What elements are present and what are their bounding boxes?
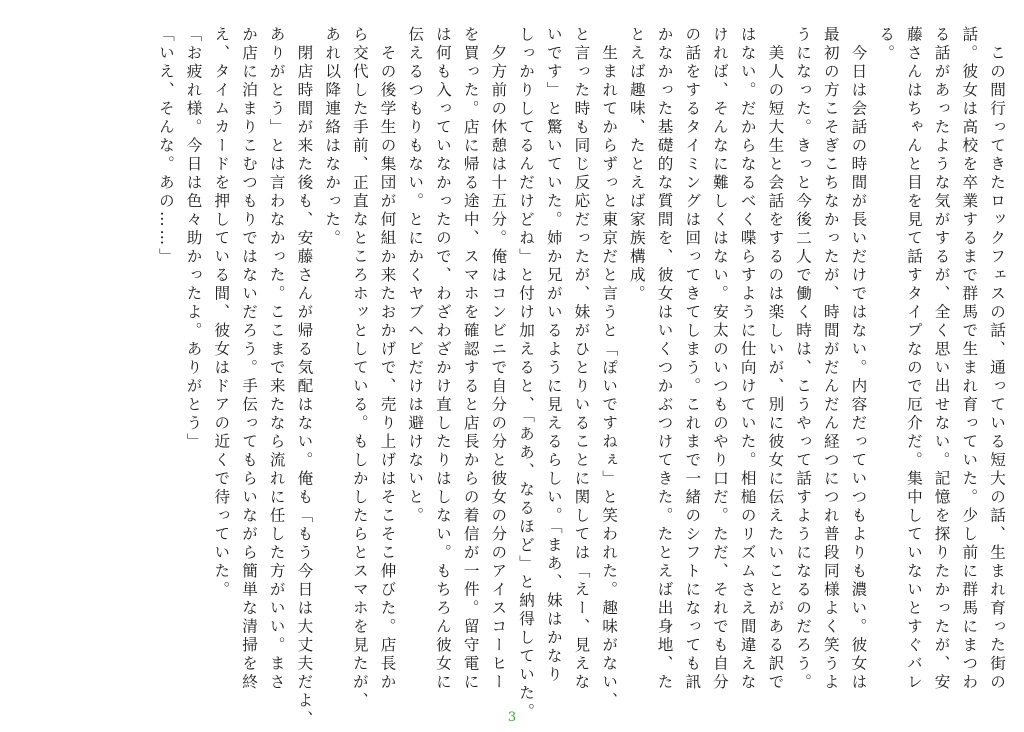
- text-line: ありがとう」とは言わなかった。ここまで来たなら流れに任した方がいい。まさ: [267, 26, 286, 692]
- text-line: 「お疲れ様。今日は色々助かったよ。ありがとう」: [184, 26, 203, 452]
- text-line: 「いえ、そんな。あの……」: [156, 26, 175, 267]
- body-text: [151, 26, 1010, 729]
- text-line: うになった。きっと今後二人で働く時は、こうやって話すようになるのだろう。: [794, 26, 813, 692]
- text-line: あれ以降連絡はなかった。: [323, 26, 342, 248]
- text-line: 話。彼女は高校を卒業するまで群馬で生まれ育っていた。少し前に群馬にまつわ: [960, 26, 979, 692]
- text-line: 今日は会話の時間が長いだけではない。内容だっていつもよりも濃い。彼女は: [849, 44, 868, 692]
- text-line: ければ、そんなに難しくはない。安太のいつものやり口だ。ただ、それでも自分: [710, 26, 729, 692]
- text-line: 生まれてからずっと東京だと言うと「ぽいですねぇ」と笑われた。趣味がない、: [600, 44, 619, 711]
- text-line: ら交代した手前、正直なところホッとしている。もしかしたらとスマホを見たが、: [350, 26, 369, 711]
- text-line: の話をするタイミングは回ってきてしまう。これまで一緒のシフトになっても訊: [683, 26, 702, 692]
- text-line: と言った時も同じ反応だったが、妹がひとりいることに関しては「えー、見えな: [572, 26, 591, 692]
- page-number: 3: [507, 710, 517, 725]
- text-line: 最初の方こそぎこちなかったが、時間がだんだん経つにつれ普段同様よく笑うよ: [821, 26, 840, 692]
- text-line: 伝えるつもりもない。とにかくヤブヘビだけは避けないと。: [406, 26, 425, 526]
- text-line: か店に泊まりこむつもりではないだろう。手伝ってもらいながら簡単な清掃を終: [240, 26, 259, 692]
- text-line: 藤さんはちゃんと目を見て話すタイプなので厄介だ。集中していないとすぐバレ: [904, 26, 923, 692]
- text-line: はない。だからなるべく喋らすように仕向けていた。相槌のリズムさえ間違えな: [738, 26, 757, 692]
- text-line: を買った。店に帰る途中、スマホを確認すると店長からの着信が一件。留守電に: [461, 26, 480, 692]
- text-line: 夕方前の休憩は十五分。俺はコンビニで自分の分と彼女の分のアイスコーヒー: [489, 44, 508, 692]
- text-line: は何も入っていなかったので、わざわざかけ直したりはしない。もちろん彼女に: [433, 26, 452, 692]
- text-line: 美人の短大生と会話をするのは楽しいが、別に彼女に伝えたいことがある訳で: [766, 44, 785, 692]
- text-line: この間行ってきたロックフェスの話、通っている短大の話、生まれ育った街の: [988, 44, 1006, 692]
- text-line: 閉店時間が来た後も、安藤さんが帰る気配はない。俺も「もう今日は大丈夫だよ、: [295, 44, 314, 729]
- text-line: その後学生の集団が何組か来たおかげで、売り上げはそこそこ伸びた。店長か: [378, 44, 397, 692]
- text-line: かなかった基礎的な質問を、彼女はいくつかぶつけてきた。たとえば出身地、た: [655, 26, 674, 692]
- text-line: とえば趣味、たとえば家族構成。: [627, 26, 646, 304]
- text-line: しっかりしてるんだけどね」と付け加えると、「ああ、なるほど」と納得していた。: [517, 26, 536, 722]
- text-line: いです」と驚いていた。姉か兄がいるように見えるらしい。「まあ、妹はかなり: [544, 26, 563, 685]
- text-line: る。: [877, 26, 896, 63]
- text-line: る話があったような気がするが、全く思い出せない。記憶を探りたかったが、安: [932, 26, 951, 692]
- text-line: え、タイムカードを押している間、彼女はドアの近くで待っていた。: [212, 26, 231, 600]
